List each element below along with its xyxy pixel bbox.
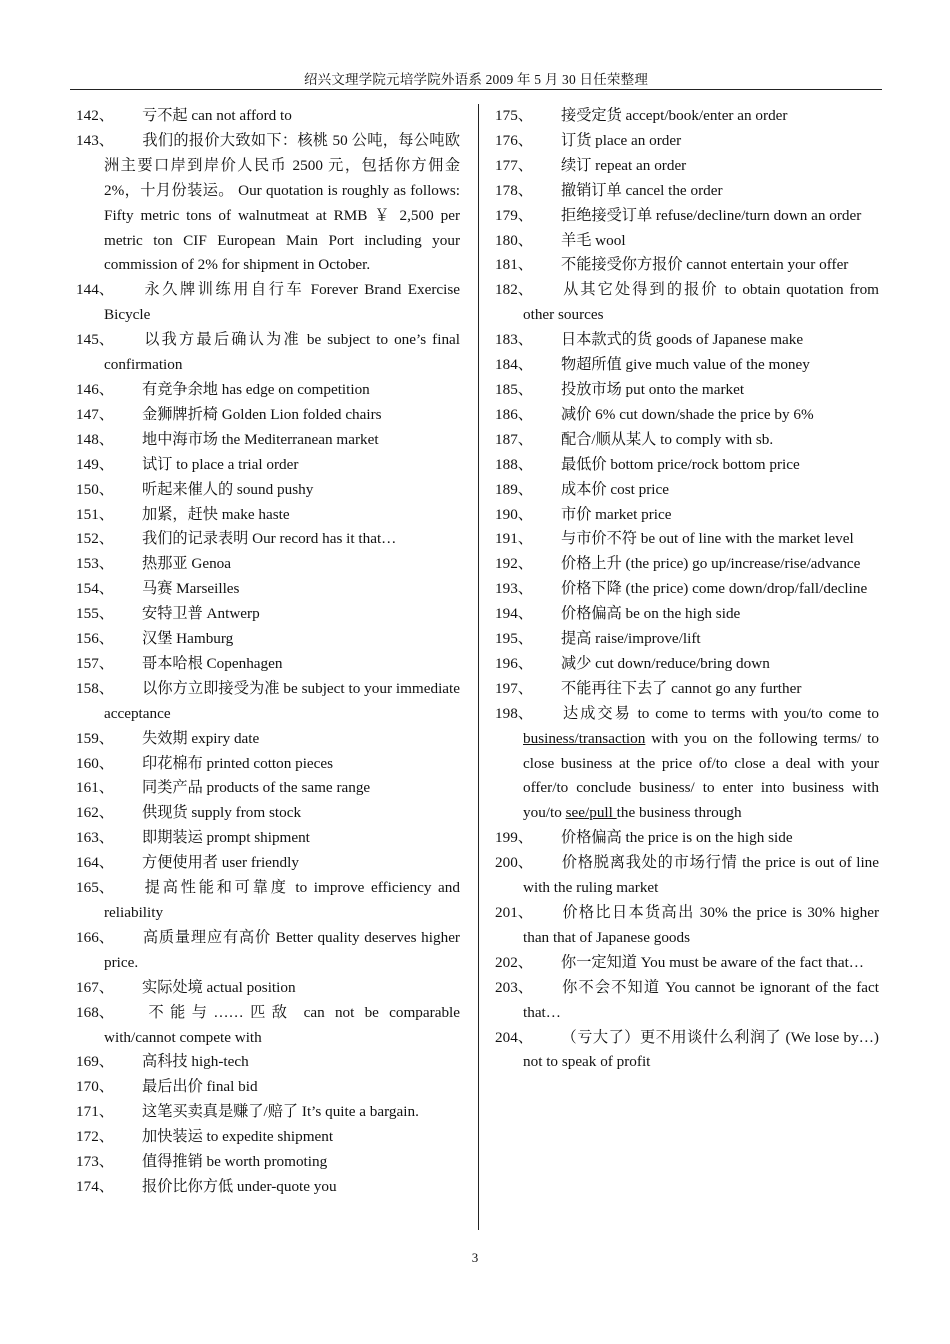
entry-number: 194、	[495, 605, 533, 623]
entry-text: 不能与……匹敌 can not be comparable with/cannot compete with	[104, 1003, 460, 1046]
entry-number: 160、	[76, 754, 114, 772]
entry-text: 价格偏高 be on the high side	[561, 605, 741, 623]
entry-number: 164、	[76, 854, 114, 872]
entry-text: 以你方立即接受为准 be subject to your immediate acceptance	[104, 679, 460, 722]
entry	[76, 876, 460, 926]
entry-text: 价格上升 (the price) go up/increase/rise/advance	[561, 555, 861, 573]
entry	[495, 278, 879, 328]
entry	[76, 278, 460, 328]
entry-text: 以我方最后确认为准 be subject to one’s final confirmation	[104, 331, 460, 374]
entry	[76, 652, 460, 677]
entry-text: 实际处境 actual position	[142, 978, 296, 996]
entry-number: 185、	[495, 380, 533, 398]
entry	[76, 1075, 460, 1100]
entry	[76, 851, 460, 876]
entry-text: with you on the following terms/ to close business at the price of/to close a deal with your offer/to conclude business/ to enter into business with you/to	[523, 729, 879, 822]
entry	[76, 602, 460, 627]
entry-number: 144、	[76, 281, 114, 299]
entry	[495, 851, 879, 901]
entry	[495, 204, 879, 229]
entry-number: 142、	[76, 107, 114, 124]
entry	[495, 453, 879, 478]
entry-number: 195、	[495, 630, 533, 648]
entry-number: 196、	[495, 654, 533, 672]
entry-number: 198、	[495, 704, 533, 722]
entry	[495, 1026, 879, 1076]
entry-text: 减少 cut down/reduce/bring down	[561, 654, 770, 672]
entry-number: 204、	[495, 1028, 533, 1046]
entry	[76, 627, 460, 652]
entry-text: 金狮牌折椅 Golden Lion folded chairs	[142, 405, 382, 423]
entry	[495, 253, 879, 278]
entry-number: 163、	[76, 829, 114, 847]
entry-text: 我们的记录表明 Our record has it that…	[142, 530, 397, 548]
entry	[495, 353, 879, 378]
underlined-text: see/pull	[565, 804, 617, 822]
entry-text: 高质量理应有高价 Better quality deserves higher price.	[104, 928, 460, 971]
entry-text: 永久牌训练用自行车 Forever Brand Exercise Bicycle	[104, 281, 460, 324]
entry	[495, 652, 879, 677]
entry-number: 147、	[76, 405, 114, 423]
entry-text: 方便使用者 user friendly	[142, 854, 299, 872]
page-number: 3	[471, 1250, 479, 1265]
entry-number: 193、	[495, 580, 533, 598]
entry	[495, 702, 879, 827]
entry-text: 市价 market price	[561, 505, 672, 523]
entry-text: the business through	[616, 804, 742, 822]
entry-number: 165、	[76, 879, 114, 897]
entry	[495, 627, 879, 652]
entry-number: 154、	[76, 580, 114, 598]
entry-number: 203、	[495, 978, 533, 996]
entry	[76, 1050, 460, 1075]
entry-text: 价格比日本货高出 30% the price is 30% higher than that of Japanese goods	[523, 904, 879, 946]
entry-text: 日本款式的货 goods of Japanese make	[561, 331, 804, 349]
entry-text: 马赛 Marseilles	[142, 580, 240, 598]
entry-text: 加快装运 to expedite shipment	[142, 1128, 334, 1146]
entry-number: 189、	[495, 480, 533, 498]
entry-number: 182、	[495, 281, 533, 299]
entry	[76, 104, 460, 129]
entry	[495, 503, 879, 528]
entry-number: 188、	[495, 455, 533, 473]
entry-number: 151、	[76, 505, 114, 523]
entry-text: 试订 to place a trial order	[142, 455, 299, 473]
entry	[76, 378, 460, 403]
entry-number: 171、	[76, 1103, 114, 1121]
entry-number: 145、	[76, 331, 114, 349]
entry-number: 153、	[76, 555, 114, 573]
entry-number: 149、	[76, 455, 114, 473]
entry	[76, 453, 460, 478]
entry-number: 174、	[76, 1177, 114, 1195]
entry-number: 192、	[495, 555, 533, 573]
entry-text: 值得推销 be worth promoting	[142, 1153, 328, 1171]
entry	[76, 129, 460, 278]
entry-text: 成本价 cost price	[561, 480, 669, 498]
entry-text: 即期装运 prompt shipment	[142, 829, 310, 847]
entry-text: 高科技 high-tech	[142, 1053, 249, 1071]
entry	[495, 577, 879, 602]
entry-number: 162、	[76, 804, 114, 822]
entry-text: 同类产品 products of the same range	[142, 779, 371, 797]
entry-number: 191、	[495, 530, 533, 548]
entry-number: 168、	[76, 1003, 114, 1021]
entry	[495, 826, 879, 851]
right-column	[495, 104, 879, 1075]
entry	[76, 428, 460, 453]
entry-number: 146、	[76, 380, 114, 398]
entry-text: 配合/顺从某人 to comply with sb.	[561, 430, 774, 448]
entry	[76, 826, 460, 851]
entry-text: 达成交易 to come to terms with you/to come to	[561, 704, 879, 722]
entry	[76, 1001, 460, 1051]
entry-number: 155、	[76, 605, 114, 623]
entry-number: 187、	[495, 430, 533, 448]
entry-text: 报价比你方低 under-quote you	[142, 1177, 337, 1195]
entry-number: 170、	[76, 1078, 114, 1096]
entry-text: 最低价 bottom price/rock bottom price	[561, 455, 800, 473]
entry-text: 哥本哈根 Copenhagen	[142, 654, 283, 672]
entry-number: 150、	[76, 480, 114, 498]
entry-text: 提高性能和可靠度 to improve efficiency and reliability	[104, 879, 460, 921]
entry-text: 提高 raise/improve/lift	[561, 630, 701, 648]
entry	[76, 403, 460, 428]
entry-number: 176、	[495, 131, 533, 149]
entry	[495, 179, 879, 204]
entry-text: 订货 place an order	[561, 131, 682, 149]
entry-text: 你一定知道 You must be aware of the fact that…	[561, 953, 864, 971]
entry-number: 173、	[76, 1153, 114, 1171]
entry	[76, 1125, 460, 1150]
entry-text: 羊毛 wool	[561, 231, 626, 249]
entry-text: 与市价不符 be out of line with the market level	[561, 530, 854, 548]
entry-text: 物超所值 give much value of the money	[561, 356, 810, 374]
entry-text: 亏不起 can not afford to	[142, 107, 292, 124]
entry-number: 156、	[76, 630, 114, 648]
entry-text: 有竞争余地 has edge on competition	[142, 380, 370, 398]
entry-number: 200、	[495, 854, 533, 872]
entry	[76, 801, 460, 826]
entry-number: 157、	[76, 654, 114, 672]
entry-text: （亏大了）更不用谈什么利润了 (We lose by…) not to speak of profit	[523, 1028, 879, 1071]
entry	[76, 1100, 460, 1125]
entry	[495, 478, 879, 503]
entry	[76, 976, 460, 1001]
entry-number: 167、	[76, 978, 114, 996]
entry-number: 158、	[76, 679, 114, 697]
entry-number: 143、	[76, 131, 114, 149]
entry	[76, 727, 460, 752]
entry-text: 拒绝接受订单 refuse/decline/turn down an order	[561, 206, 862, 224]
entry-text: 价格脱离我处的市场行情 the price is out of line with the ruling market	[523, 854, 879, 897]
entry	[495, 104, 879, 129]
entry-text: 安特卫普 Antwerp	[142, 605, 260, 623]
entry	[76, 503, 460, 528]
entry-number: 199、	[495, 829, 533, 847]
entry-text: 投放市场 put onto the market	[561, 380, 745, 398]
left-column	[76, 104, 460, 1200]
entry-text: 续订 repeat an order	[561, 156, 687, 174]
entry-text: 加紧，赶快 make haste	[142, 505, 290, 523]
entry	[495, 677, 879, 702]
entry	[495, 154, 879, 179]
entry	[76, 776, 460, 801]
entry-text: 供现货 supply from stock	[142, 804, 302, 822]
entry-text: 接受定货 accept/book/enter an order	[561, 107, 788, 124]
entry-number: 179、	[495, 206, 533, 224]
entry-text: 地中海市场 the Mediterranean market	[142, 430, 379, 448]
entry-number: 172、	[76, 1128, 114, 1146]
entry-text: 价格下降 (the price) come down/drop/fall/decline	[561, 580, 868, 598]
entry	[495, 527, 879, 552]
entry-number: 186、	[495, 405, 533, 423]
entry-text: 热那亚 Genoa	[142, 555, 231, 573]
entry-number: 181、	[495, 256, 533, 274]
entry-number: 148、	[76, 430, 114, 448]
entry	[76, 552, 460, 577]
entry-text: 汉堡 Hamburg	[142, 630, 234, 648]
entry	[495, 552, 879, 577]
entry-number: 166、	[76, 928, 114, 946]
entry-text: 我们的报价大致如下：核桃 50 公吨，每公吨欧洲主要口岸到岸价人民币 2500 元，包括你方佣金 2%，十月份装运。 Our quotation is roughly as follows: Fifty metric tons of walnutmeat at RMB ￥ 2,500 per metric ton CIF European Main Port including your commission of 2% for shipment in October.	[104, 131, 460, 274]
entry-number: 177、	[495, 156, 533, 174]
entry-number: 159、	[76, 729, 114, 747]
entry	[495, 428, 879, 453]
entry	[495, 328, 879, 353]
entry	[76, 328, 460, 378]
entry-text: 减价 6% cut down/shade the price by 6%	[561, 405, 814, 423]
entry	[76, 478, 460, 503]
entry	[76, 1175, 460, 1200]
header-rule	[70, 89, 882, 90]
entry-number: 183、	[495, 331, 533, 349]
entry	[76, 926, 460, 976]
entry-number: 180、	[495, 231, 533, 249]
entry	[76, 1150, 460, 1175]
entry-number: 161、	[76, 779, 114, 797]
entry-number: 175、	[495, 107, 533, 124]
column-divider	[478, 104, 479, 1230]
entry	[495, 378, 879, 403]
entry	[76, 752, 460, 777]
entry-number: 178、	[495, 181, 533, 199]
page-header: 绍兴文理学院元培学院外语系 2009 年 5 月 30 日任荣整理	[303, 72, 649, 87]
underlined-text: business/transaction	[523, 729, 646, 747]
entry	[495, 951, 879, 976]
entry	[495, 129, 879, 154]
entry-number: 184、	[495, 356, 533, 374]
entry-text: 听起来催人的 sound pushy	[142, 480, 314, 498]
entry	[76, 577, 460, 602]
entry-number: 169、	[76, 1053, 114, 1071]
entry-number: 152、	[76, 530, 114, 548]
entry-text: 价格偏高 the price is on the high side	[561, 829, 793, 847]
entry-text: 从其它处得到的报价 to obtain quotation from other sources	[523, 281, 879, 324]
entry	[76, 527, 460, 552]
entry-number: 197、	[495, 679, 533, 697]
entry	[495, 602, 879, 627]
entry-text: 失效期 expiry date	[142, 729, 260, 747]
entry-text: 这笔买卖真是赚了/赔了 It’s quite a bargain.	[142, 1103, 419, 1121]
entry-text: 不能再往下去了 cannot go any further	[561, 679, 802, 697]
entry-number: 190、	[495, 505, 533, 523]
entry	[495, 403, 879, 428]
entry	[495, 901, 879, 951]
entry-number: 202、	[495, 953, 533, 971]
entry-text: 印花棉布 printed cotton pieces	[142, 754, 334, 772]
entry-text: 你不会不知道 You cannot be ignorant of the fact that…	[523, 978, 879, 1021]
entry-text: 撤销订单 cancel the order	[561, 181, 723, 199]
entry	[495, 229, 879, 254]
entry-text: 不能接受你方报价 cannot entertain your offer	[561, 256, 849, 274]
entry-text: 最后出价 final bid	[142, 1078, 258, 1096]
entry	[76, 677, 460, 727]
entry	[495, 976, 879, 1026]
entry-number: 201、	[495, 904, 533, 921]
